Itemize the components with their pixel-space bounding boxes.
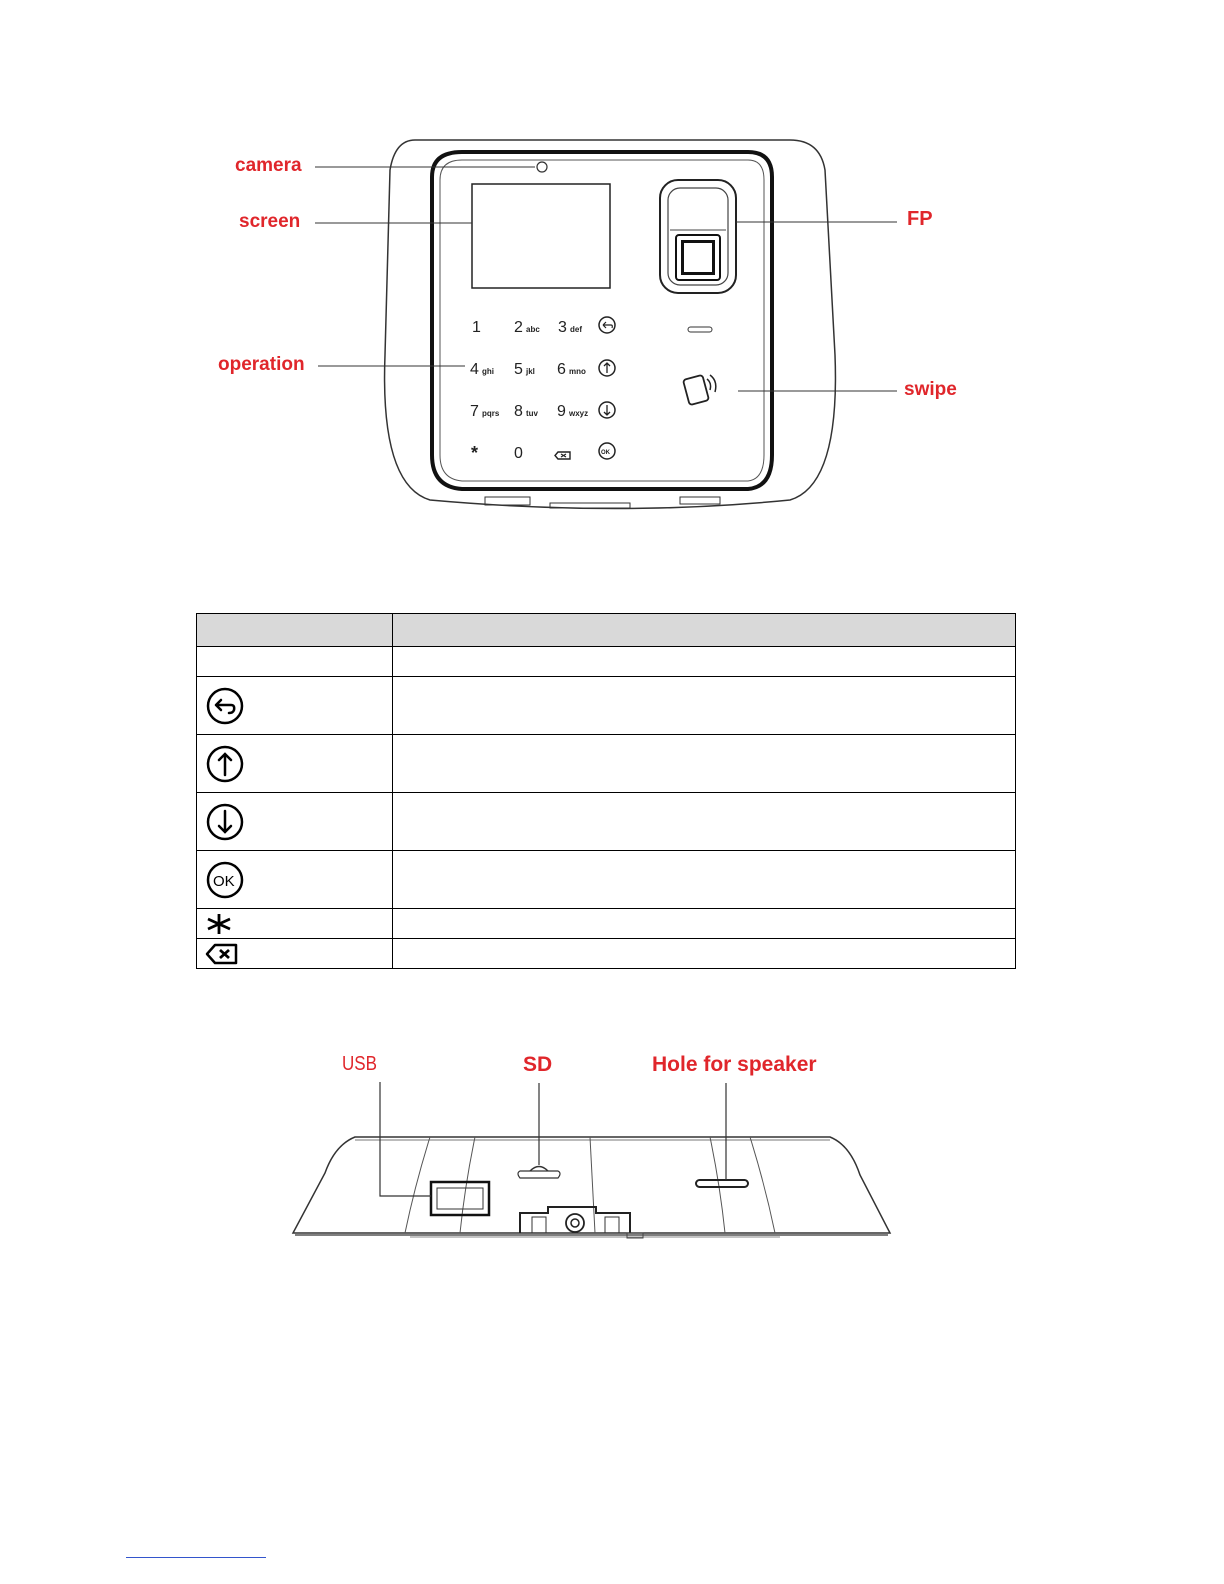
- key-9-letters: wxyz: [569, 409, 589, 418]
- table-header-row: [197, 614, 1016, 647]
- front-view-figure: [200, 125, 1000, 525]
- card-reader-icon: [683, 375, 716, 405]
- camera-lens: [537, 162, 547, 172]
- bottom-view-figure: [280, 1045, 910, 1250]
- screen-callout: screen: [239, 211, 301, 232]
- key-0[interactable]: 0: [514, 445, 523, 462]
- key-2[interactable]: 2: [514, 319, 523, 336]
- down-arrow-icon: [205, 802, 245, 842]
- key-6[interactable]: 6: [557, 361, 566, 378]
- ok-key-text: OK: [601, 450, 610, 456]
- sd-callout: SD: [523, 1053, 553, 1076]
- key-4[interactable]: 4: [470, 361, 479, 378]
- key-1[interactable]: 1: [472, 319, 481, 336]
- key-3-letters: def: [570, 325, 582, 334]
- footnote-rule: [126, 1557, 266, 1558]
- table-row: [197, 647, 1016, 677]
- ok-icon: [205, 860, 245, 900]
- delete-key-icon[interactable]: [555, 452, 570, 459]
- sd-slot: [518, 1167, 560, 1179]
- up-key-icon[interactable]: [599, 360, 615, 376]
- header-key: [197, 614, 393, 647]
- up-arrow-icon: [205, 744, 245, 784]
- table-row: [197, 909, 1016, 939]
- key-9[interactable]: 9: [557, 403, 566, 420]
- row-description: [393, 677, 1016, 735]
- row-key: [197, 647, 393, 677]
- key-5-letters: jkl: [526, 367, 535, 376]
- row-description: [393, 793, 1016, 851]
- backspace-icon: [205, 942, 239, 966]
- key-function-table: [196, 613, 1016, 969]
- back-icon: [205, 686, 245, 726]
- key-7-letters: pqrs: [482, 409, 500, 418]
- key-8[interactable]: 8: [514, 403, 523, 420]
- header-description: [393, 614, 1016, 647]
- ok-icon-text: OK: [213, 872, 235, 890]
- usb-port: [431, 1182, 489, 1215]
- key-6-letters: mno: [569, 367, 586, 376]
- key-asterisk[interactable]: *: [471, 443, 479, 463]
- key-7[interactable]: 7: [470, 403, 479, 420]
- fingerprint-sensor: [660, 180, 736, 293]
- speaker-hole: [696, 1180, 748, 1187]
- table-row: [197, 851, 1016, 909]
- row-description: [393, 647, 1016, 677]
- row-description: [393, 939, 1016, 969]
- key-5[interactable]: 5: [514, 361, 523, 378]
- speaker-callout: Hole for speaker: [652, 1053, 817, 1076]
- key-2-letters: abc: [526, 325, 540, 334]
- camera-callout: camera: [235, 155, 302, 176]
- table-row: [197, 677, 1016, 735]
- back-key-icon[interactable]: [599, 317, 615, 333]
- table-row: [197, 735, 1016, 793]
- usb-callout: USB: [342, 1053, 377, 1075]
- keypad: [470, 317, 615, 463]
- key-3[interactable]: 3: [558, 319, 567, 336]
- down-key-icon[interactable]: [599, 402, 615, 418]
- key-8-letters: tuv: [526, 409, 538, 418]
- row-description: [393, 735, 1016, 793]
- swipe-callout: swipe: [904, 379, 957, 400]
- ok-key-icon[interactable]: [599, 443, 615, 459]
- screen-outline: [472, 184, 610, 288]
- fp-callout: FP: [907, 208, 933, 230]
- table-row: [197, 939, 1016, 969]
- row-description: [393, 909, 1016, 939]
- indicator-light: [688, 327, 712, 332]
- key-4-letters: ghi: [482, 367, 494, 376]
- table-row: [197, 793, 1016, 851]
- operation-callout: operation: [218, 354, 305, 375]
- device-front-drawing: [200, 125, 1000, 525]
- row-description: [393, 851, 1016, 909]
- asterisk-icon: [205, 912, 233, 936]
